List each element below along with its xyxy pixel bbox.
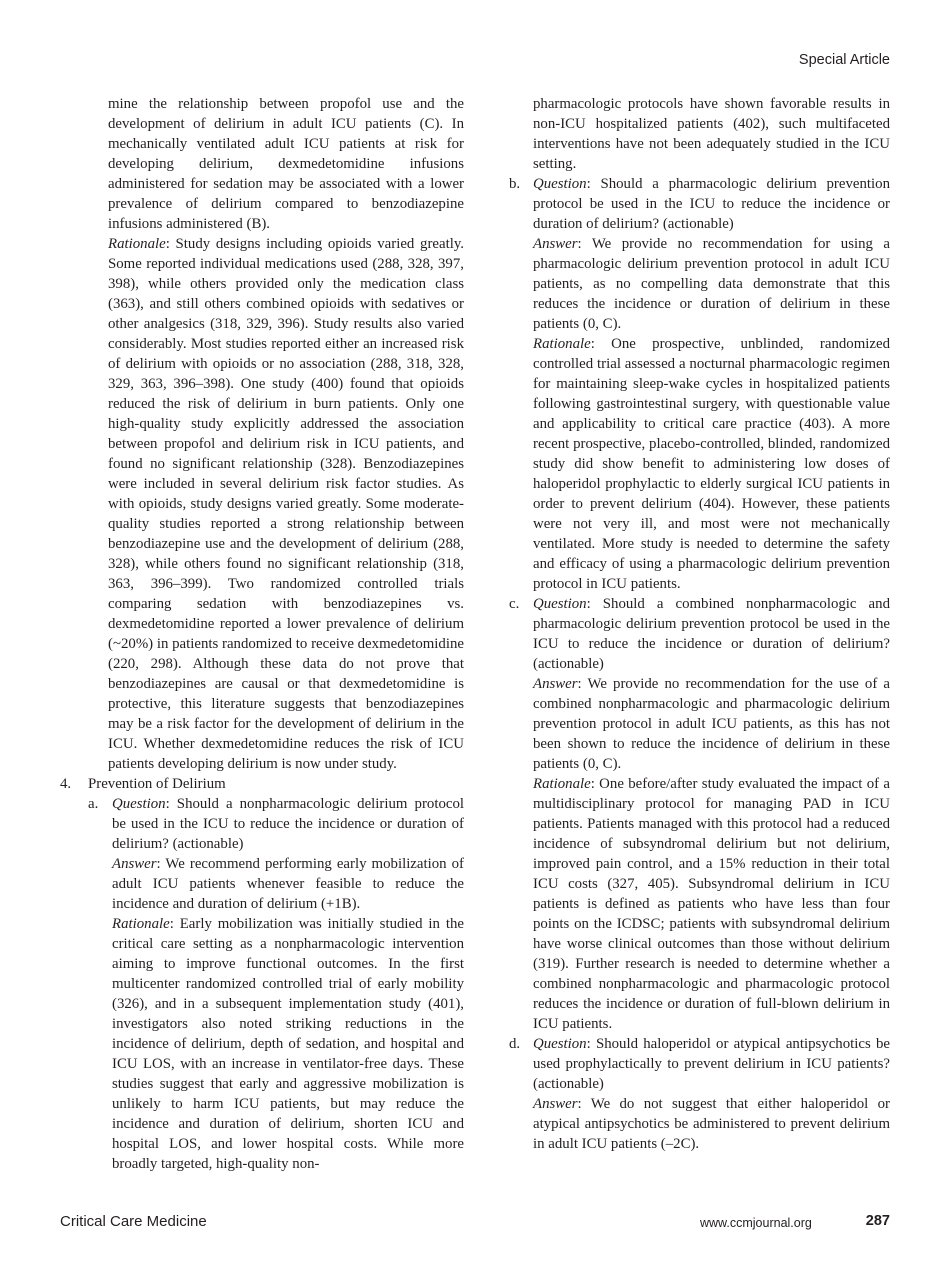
section-heading <box>60 774 464 794</box>
question-label: Question <box>112 796 166 812</box>
question-label: Question <box>533 596 587 612</box>
item-d <box>509 1034 890 1154</box>
rationale-paragraph: Rationale: One before/after study evaluated the impact of a multidisciplinary protocol for managing PAD in ICU patients. Patients managed with this protocol had a reduced incidence of subsyndromal delirium but not delirium, improved pain control, and a 15% reduction in their total ICU costs (327, 405). Subsyndromal delirium in ICU patients is defined as patients who have less than four points on the ICDSC; patients with subsyndromal delirium have worse clinical outcomes than those without delirium (319). Further research is needed to determine whether a combined nonpharmacologic and pharmacologic protocol reduces the incidence or duration of full-blown delirium in ICU patients. <box>533 776 890 1032</box>
rationale-paragraph: Rationale: Study designs including opioids varied greatly. Some reported individual medications used (288, 328, 397, 398), while others provided only the medication class (363), and still others combined opioids with sedatives or other analgesics (318, 329, 396). Study results also varied considerably. Most studies reported either an increased risk of delirium with opioids or no association (288, 318, 328, 329, 363, 396–398). One study (400) found that opioids reduced the risk of delirium in burn patients. Only one high-quality study explicitly addressed the association between propofol and delirium risk in ICU patients, and found no significant relationship (328). Benzodiazepines were included in several delirium risk factor studies. As with opioids, study designs varied greatly. Some moderate-quality studies reported a strong relationship between benzodiazepine use and the development of delirium (288, 328), while others found no significant relationship (318, 363, 396–399). Two randomized controlled trials comparing sedation with benzodiazepines vs. dexmedetomidine reported a lower prevalence of delirium (~20%) in patients randomized to receive dexmedetomidine (220, 298). Although these data do not prove that benzodiazepines are causal or that dexmedetomidine is protective, this literature suggests that benzodiazepines may be a risk factor for the development of delirium in the ICU. Whether dexmedetomidine reduces the risk of ICU patients developing delirium is now under study. <box>108 236 464 772</box>
footer-journal-name: Critical Care Medicine <box>60 1213 207 1230</box>
section-title: Prevention of Delirium <box>88 776 226 792</box>
question-label: Question <box>533 1036 587 1052</box>
answer-label: Answer <box>112 856 157 872</box>
item-marker: c. <box>509 596 520 612</box>
answer-label: Answer <box>533 236 578 252</box>
rationale-paragraph: Rationale: One prospective, unblinded, randomized controlled trial assessed a nocturnal pharmacologic regimen for maintaining sleep-wake cycles in hospitalized patients following gastrointestinal surgery, with questionable value and applicability to critical care practice (403). A more recent prospective, placebo-controlled, blinded, randomized study did show benefit to administering low doses of haloperidol prophylactic to elderly surgical ICU patients in order to prevent delirium (404). However, these patients were not very ill, and most were not mechanically ventilated. More study is needed to determine the safety and efficacy of using a pharmacologic delirium prevention protocol in ICU patients. <box>533 336 890 592</box>
footer-journal-url: www.ccmjournal.org <box>700 1216 812 1230</box>
page-number: 287 <box>865 1213 890 1229</box>
rationale-label: Rationale <box>112 916 170 932</box>
answer-label: Answer <box>533 1096 578 1112</box>
answer-label: Answer <box>533 676 578 692</box>
paragraph: mine the relationship between propofol use and the development of delirium in adult ICU patients (C). In mechanically ventilated adult ICU patients at risk for developing delirium, dexmedetomidine infusions administered for sedation may be associated with a lower prevalence of delirium compared to benzodiazepine infusions administered (B). <box>108 96 464 232</box>
answer-paragraph: Answer: We do not suggest that either haloperidol or atypical antipsychotics be administered to prevent delirium in adult ICU patients (–2C). <box>533 1096 890 1152</box>
running-header: Special Article <box>798 52 890 68</box>
item-a <box>88 794 464 1174</box>
item-marker: a. <box>88 796 99 812</box>
item-marker: d. <box>509 1036 521 1052</box>
rationale-label: Rationale <box>533 776 591 792</box>
right-column <box>509 94 890 1154</box>
item-marker: b. <box>509 176 521 192</box>
left-column <box>60 94 464 1174</box>
paragraph: pharmacologic protocols have shown favorable results in non-ICU hospitalized patients (402), such multifaceted interventions have not been adequately studied in the ICU setting. <box>533 96 890 172</box>
answer-paragraph: Answer: We recommend performing early mobilization of adult ICU patients whenever feasible to reduce the incidence and duration of delirium (+1B). <box>112 856 464 912</box>
item-c <box>509 594 890 1034</box>
rationale-label: Rationale <box>108 236 166 252</box>
item-a-continued <box>509 94 890 174</box>
question-paragraph: b. Question: Should a pharmacologic delirium prevention protocol be used in the ICU to reduce the incidence or duration of delirium? (actionable) <box>509 176 890 232</box>
question-paragraph: a. Question: Should a nonpharmacologic delirium protocol be used in the ICU to reduce the incidence or duration of delirium? (actionable) <box>88 796 464 852</box>
rationale-label: Rationale <box>533 336 591 352</box>
section-4 <box>60 774 464 1174</box>
answer-paragraph: Answer: We provide no recommendation for the use of a combined nonpharmacologic and pharmacologic delirium prevention protocol in adult ICU patients, as this has not been shown to reduce the incidence of delirium in these patients (0, C). <box>533 676 890 772</box>
section-number: 4. <box>60 776 72 792</box>
rationale-paragraph: Rationale: Early mobilization was initially studied in the critical care setting as a nonpharmacologic intervention aiming to improve functional outcomes. In the first multicenter randomized controlled trial of early mobility (326), and in a subsequent implementation study (401), investigators also noted striking reductions in the incidence of delirium, depth of sedation, and hospital and ICU LOS, with an increase in ventilator-free days. These studies suggest that early and aggressive mobilization is unlikely to harm ICU patients, but may reduce the incidence and duration of delirium, shorten ICU and hospital LOS, and lower hospital costs. While more broadly targeted, high-quality non- <box>112 916 464 1172</box>
item-c-continued <box>60 94 464 774</box>
question-paragraph: c. Question: Should a combined nonpharmacologic and pharmacologic delirium prevention protocol be used in the ICU to reduce the incidence or duration of delirium? (actionable) <box>509 596 890 672</box>
item-b <box>509 174 890 594</box>
question-paragraph: d. Question: Should haloperidol or atypical antipsychotics be used prophylactically to prevent delirium in ICU patients? (actionable) <box>509 1036 890 1092</box>
answer-paragraph: Answer: We provide no recommendation for using a pharmacologic delirium prevention protocol in adult ICU patients, as no compelling data demonstrate that this reduces the incidence or duration of delirium in these patients (0, C). <box>533 236 890 332</box>
question-label: Question <box>533 176 587 192</box>
